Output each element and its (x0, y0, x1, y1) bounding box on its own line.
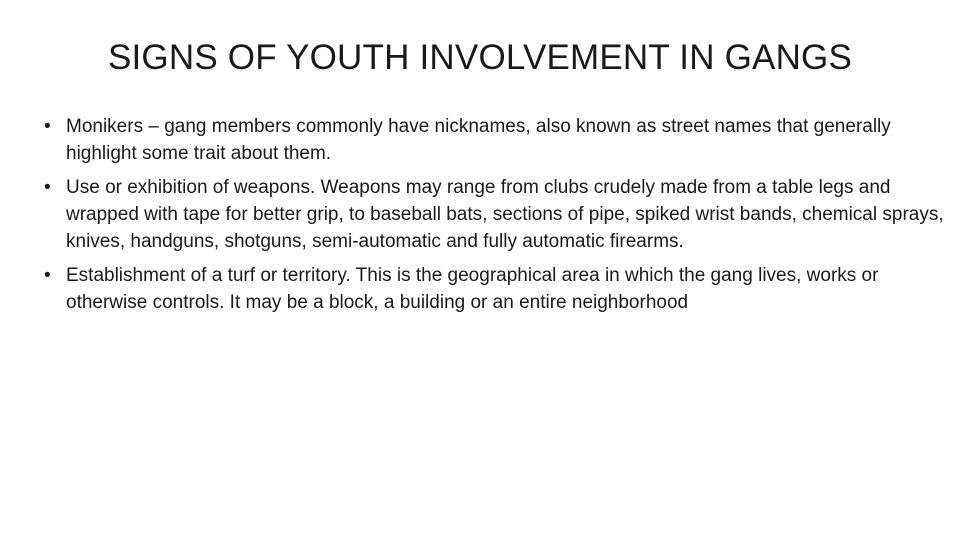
bullet-dot-icon: • (44, 177, 51, 198)
bullet-item-territory (44, 262, 944, 316)
bullet-list (44, 113, 944, 323)
bullet-text: Use or exhibition of weapons. Weapons may range from clubs crudely made from a table legs and wrapped with tape for better grip, to baseball bats, sections of pipe, spiked wrist bands, chemical sprays, knives, handguns, shotguns, semi-automatic and fully automatic firearms. (66, 177, 944, 252)
bullet-item-weapons (44, 174, 944, 255)
bullet-text: Monikers – gang members commonly have nicknames, also known as street names that generally highlight some trait about them. (66, 116, 891, 164)
bullet-dot-icon: • (44, 116, 51, 137)
bullet-item-monikers (44, 113, 944, 167)
bullet-dot-icon: • (44, 265, 51, 286)
bullet-text: Establishment of a turf or territory. This is the geographical area in which the gang lives, works or otherwise controls. It may be a block, a building or an entire neighborhood (66, 265, 879, 313)
slide-title: SIGNS OF YOUTH INVOLVEMENT IN GANGS (107, 38, 853, 77)
